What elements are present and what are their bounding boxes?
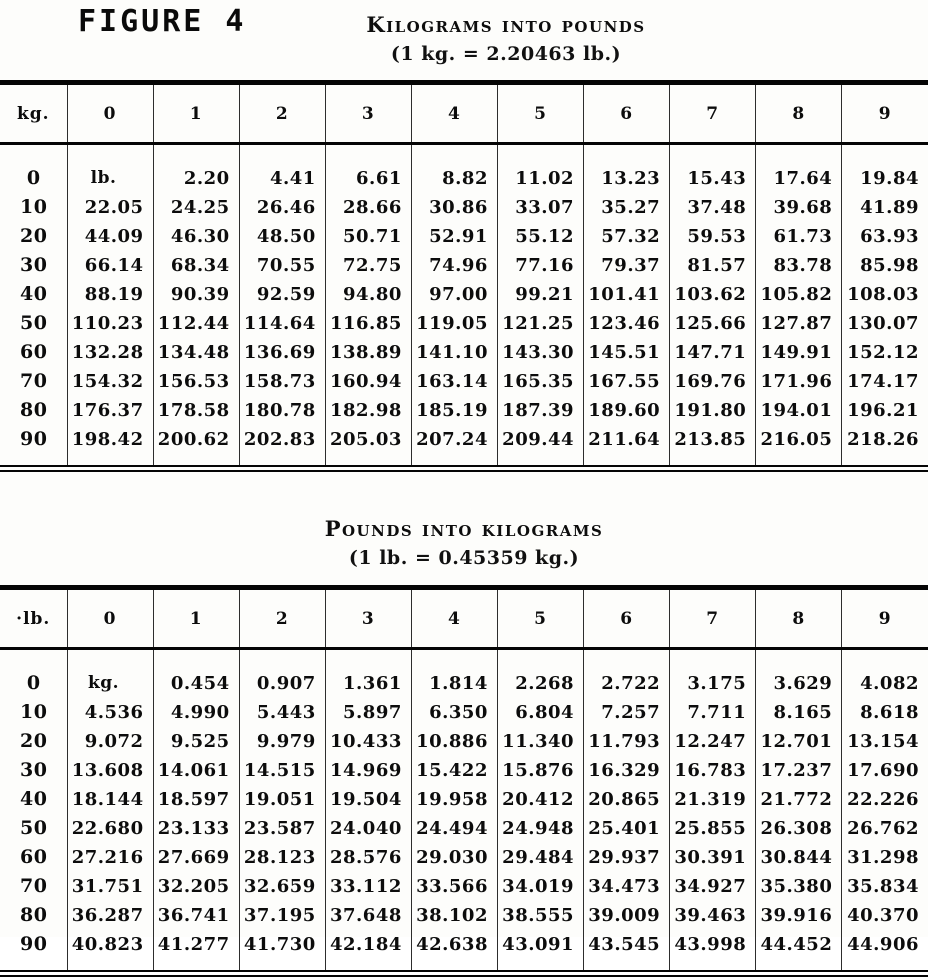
value-cell: 9.525 xyxy=(153,727,239,756)
value-cell: 114.64 xyxy=(239,309,325,338)
table-row xyxy=(0,367,928,396)
unit-cell: kg. xyxy=(67,649,153,699)
value-cell: 4.536 xyxy=(67,698,153,727)
column-header: 7 xyxy=(670,85,756,144)
table-row xyxy=(0,698,928,727)
value-cell: 14.969 xyxy=(325,756,411,785)
column-header: 8 xyxy=(756,85,842,144)
column-header: 8 xyxy=(756,590,842,649)
value-cell: 200.62 xyxy=(153,425,239,465)
value-cell: 52.91 xyxy=(411,222,497,251)
column-header: 4 xyxy=(411,85,497,144)
value-cell: 22.680 xyxy=(67,814,153,843)
value-cell: 81.57 xyxy=(670,251,756,280)
value-cell: 141.10 xyxy=(411,338,497,367)
value-cell: 125.66 xyxy=(670,309,756,338)
value-cell: 26.46 xyxy=(239,193,325,222)
value-cell: 154.32 xyxy=(67,367,153,396)
value-cell: 46.30 xyxy=(153,222,239,251)
value-cell: 158.73 xyxy=(239,367,325,396)
row-label: 10 xyxy=(0,698,67,727)
value-cell: 15.876 xyxy=(497,756,583,785)
value-cell: 152.12 xyxy=(847,341,919,363)
value-cell: 3.629 xyxy=(756,649,842,699)
value-cell: 22.05 xyxy=(67,193,153,222)
value-cell: 34.473 xyxy=(584,872,670,901)
value-cell: 10.886 xyxy=(411,727,497,756)
value-cell: 29.484 xyxy=(497,843,583,872)
value-cell: 70.55 xyxy=(239,251,325,280)
value-cell: 108.03 xyxy=(847,283,919,305)
value-cell: 12.247 xyxy=(670,727,756,756)
value-cell: 33.112 xyxy=(325,872,411,901)
value-cell: 41.277 xyxy=(153,930,239,970)
value-cell: 2.268 xyxy=(497,649,583,699)
value-cell: 176.37 xyxy=(67,396,153,425)
value-cell: 110.23 xyxy=(67,309,153,338)
value-cell: 14.061 xyxy=(153,756,239,785)
row-label: 0 xyxy=(0,649,67,699)
table-row xyxy=(0,843,928,872)
table-row xyxy=(0,425,928,465)
value-cell: 44.09 xyxy=(67,222,153,251)
table-row xyxy=(0,930,928,970)
value-cell: 134.48 xyxy=(153,338,239,367)
value-cell: 119.05 xyxy=(411,309,497,338)
value-cell: 72.75 xyxy=(325,251,411,280)
value-cell: 178.58 xyxy=(153,396,239,425)
value-cell: 143.30 xyxy=(497,338,583,367)
value-cell: 10.433 xyxy=(325,727,411,756)
value-cell: 14.515 xyxy=(239,756,325,785)
value-cell: 32.205 xyxy=(153,872,239,901)
value-cell: 57.32 xyxy=(584,222,670,251)
table-row xyxy=(0,649,928,699)
value-cell: 30.391 xyxy=(670,843,756,872)
value-cell: 21.772 xyxy=(756,785,842,814)
value-cell: 18.144 xyxy=(67,785,153,814)
value-cell: 90.39 xyxy=(153,280,239,309)
kg-to-lb-table-frame xyxy=(0,80,928,472)
value-cell: 34.927 xyxy=(670,872,756,901)
value-cell: 213.85 xyxy=(670,425,756,465)
table-row xyxy=(0,251,928,280)
value-cell: 61.73 xyxy=(756,222,842,251)
value-cell: 1.361 xyxy=(325,649,411,699)
value-cell: 121.25 xyxy=(497,309,583,338)
header-row xyxy=(0,85,928,144)
value-cell: 39.916 xyxy=(756,901,842,930)
value-cell: 38.555 xyxy=(497,901,583,930)
value-cell: 9.072 xyxy=(67,727,153,756)
value-cell: 216.05 xyxy=(756,425,842,465)
value-cell: 7.711 xyxy=(670,698,756,727)
value-cell: 149.91 xyxy=(756,338,842,367)
value-cell: 32.659 xyxy=(239,872,325,901)
value-cell: 18.597 xyxy=(153,785,239,814)
value-cell: 6.61 xyxy=(325,144,411,194)
value-cell: 29.937 xyxy=(584,843,670,872)
value-cell: 160.94 xyxy=(325,367,411,396)
value-cell: 41.89 xyxy=(860,196,919,218)
value-cell: 31.298 xyxy=(847,846,919,868)
table-row xyxy=(0,872,928,901)
table-row xyxy=(0,338,928,367)
value-cell: 19.958 xyxy=(411,785,497,814)
row-label: 40 xyxy=(0,280,67,309)
row-label: 60 xyxy=(0,843,67,872)
table-row xyxy=(0,756,928,785)
value-cell: 9.979 xyxy=(239,727,325,756)
value-cell: 127.87 xyxy=(756,309,842,338)
column-header: 9 xyxy=(842,85,928,144)
column-header: 0 xyxy=(67,85,153,144)
row-label: 10 xyxy=(0,193,67,222)
value-cell: 83.78 xyxy=(756,251,842,280)
value-cell: 33.566 xyxy=(411,872,497,901)
header-row xyxy=(0,590,928,649)
value-cell: 17.237 xyxy=(756,756,842,785)
value-cell: 19.051 xyxy=(239,785,325,814)
value-cell: 145.51 xyxy=(584,338,670,367)
value-cell: 35.834 xyxy=(847,875,919,897)
value-cell: 34.019 xyxy=(497,872,583,901)
value-cell: 4.990 xyxy=(153,698,239,727)
column-header: 0 xyxy=(67,590,153,649)
table-row xyxy=(0,309,928,338)
value-cell: 24.040 xyxy=(325,814,411,843)
value-cell: 3.175 xyxy=(670,649,756,699)
value-cell: 13.154 xyxy=(847,730,919,752)
row-label: 90 xyxy=(0,425,67,465)
value-cell: 24.948 xyxy=(497,814,583,843)
table-row xyxy=(0,396,928,425)
value-cell: 191.80 xyxy=(670,396,756,425)
value-cell: 42.638 xyxy=(411,930,497,970)
value-cell: 8.618 xyxy=(860,701,919,723)
value-cell: 6.804 xyxy=(497,698,583,727)
value-cell: 30.86 xyxy=(411,193,497,222)
value-cell: 101.41 xyxy=(584,280,670,309)
value-cell: 28.123 xyxy=(239,843,325,872)
value-cell: 218.26 xyxy=(847,428,919,450)
lb-to-kg-title-block xyxy=(0,516,928,569)
row-label: 70 xyxy=(0,367,67,396)
value-cell: 36.741 xyxy=(153,901,239,930)
row-label: 70 xyxy=(0,872,67,901)
column-header: 9 xyxy=(842,590,928,649)
kg-to-lb-title: Kilograms into pounds xyxy=(366,12,646,37)
column-header: 2 xyxy=(239,85,325,144)
value-cell: 103.62 xyxy=(670,280,756,309)
value-cell: 202.83 xyxy=(239,425,325,465)
table-row xyxy=(0,814,928,843)
figure-label: FIGURE 4 xyxy=(78,4,247,39)
column-header: 4 xyxy=(411,590,497,649)
value-cell: 37.48 xyxy=(670,193,756,222)
value-cell: 174.17 xyxy=(847,370,919,392)
value-cell: 5.897 xyxy=(325,698,411,727)
value-cell: 77.16 xyxy=(497,251,583,280)
value-cell: 48.50 xyxy=(239,222,325,251)
column-header: 6 xyxy=(584,85,670,144)
value-cell: 55.12 xyxy=(497,222,583,251)
value-cell: 44.452 xyxy=(756,930,842,970)
value-cell: 35.27 xyxy=(584,193,670,222)
value-cell: 171.96 xyxy=(756,367,842,396)
column-header: 3 xyxy=(325,590,411,649)
value-cell: 17.64 xyxy=(756,144,842,194)
value-cell: 41.730 xyxy=(239,930,325,970)
value-cell: 30.844 xyxy=(756,843,842,872)
value-cell: 29.030 xyxy=(411,843,497,872)
value-cell: 205.03 xyxy=(325,425,411,465)
value-cell: 44.906 xyxy=(847,933,919,955)
table-row xyxy=(0,280,928,309)
value-cell: 31.751 xyxy=(67,872,153,901)
value-cell: 194.01 xyxy=(756,396,842,425)
value-cell: 165.35 xyxy=(497,367,583,396)
value-cell: 92.59 xyxy=(239,280,325,309)
column-header: 2 xyxy=(239,590,325,649)
table-row xyxy=(0,785,928,814)
value-cell: 0.907 xyxy=(239,649,325,699)
value-cell: 211.64 xyxy=(584,425,670,465)
value-cell: 209.44 xyxy=(497,425,583,465)
value-cell: 37.648 xyxy=(325,901,411,930)
value-cell: 25.855 xyxy=(670,814,756,843)
value-cell: 59.53 xyxy=(670,222,756,251)
value-cell: 116.85 xyxy=(325,309,411,338)
column-header: 1 xyxy=(153,590,239,649)
table-row xyxy=(0,193,928,222)
value-cell: 123.46 xyxy=(584,309,670,338)
value-cell: 163.14 xyxy=(411,367,497,396)
column-header: 7 xyxy=(670,590,756,649)
value-cell: 28.576 xyxy=(325,843,411,872)
table-row xyxy=(0,727,928,756)
table-row xyxy=(0,144,928,194)
value-cell: 187.39 xyxy=(497,396,583,425)
value-cell: 26.308 xyxy=(756,814,842,843)
value-cell: 138.89 xyxy=(325,338,411,367)
value-cell: 28.66 xyxy=(325,193,411,222)
value-cell: 33.07 xyxy=(497,193,583,222)
lb-to-kg-table-frame xyxy=(0,585,928,977)
value-cell: 167.55 xyxy=(584,367,670,396)
value-cell: 23.587 xyxy=(239,814,325,843)
value-cell: 37.195 xyxy=(239,901,325,930)
value-cell: 16.329 xyxy=(584,756,670,785)
value-cell: 16.783 xyxy=(670,756,756,785)
value-cell: 147.71 xyxy=(670,338,756,367)
value-cell: 105.82 xyxy=(756,280,842,309)
value-cell: 43.091 xyxy=(497,930,583,970)
column-header: 5 xyxy=(497,85,583,144)
value-cell: 68.34 xyxy=(153,251,239,280)
row-label: 0 xyxy=(0,144,67,194)
value-cell: 11.793 xyxy=(584,727,670,756)
value-cell: 79.37 xyxy=(584,251,670,280)
value-cell: 1.814 xyxy=(411,649,497,699)
row-label: 20 xyxy=(0,222,67,251)
value-cell: 11.340 xyxy=(497,727,583,756)
value-cell: 94.80 xyxy=(325,280,411,309)
kg-to-lb-table xyxy=(0,85,928,465)
value-cell: 40.370 xyxy=(847,904,919,926)
value-cell: 24.494 xyxy=(411,814,497,843)
value-cell: 15.43 xyxy=(670,144,756,194)
value-cell: 97.00 xyxy=(411,280,497,309)
value-cell: 19.84 xyxy=(860,167,919,189)
value-cell: 169.76 xyxy=(670,367,756,396)
value-cell: 99.21 xyxy=(497,280,583,309)
table-row xyxy=(0,901,928,930)
value-cell: 43.545 xyxy=(584,930,670,970)
value-cell: 182.98 xyxy=(325,396,411,425)
value-cell: 74.96 xyxy=(411,251,497,280)
value-cell: 11.02 xyxy=(497,144,583,194)
kg-to-lb-conversion-factor: (1 kg. = 2.20463 lb.) xyxy=(390,43,622,65)
value-cell: 24.25 xyxy=(153,193,239,222)
value-cell: 63.93 xyxy=(860,225,919,247)
value-cell: 13.608 xyxy=(67,756,153,785)
value-cell: 196.21 xyxy=(847,399,919,421)
value-cell: 20.865 xyxy=(584,785,670,814)
lb-to-kg-table xyxy=(0,590,928,970)
value-cell: 132.28 xyxy=(67,338,153,367)
value-cell: 207.24 xyxy=(411,425,497,465)
value-cell: 8.82 xyxy=(411,144,497,194)
column-header: 5 xyxy=(497,590,583,649)
row-label: 60 xyxy=(0,338,67,367)
value-cell: 4.082 xyxy=(860,672,919,694)
value-cell: 39.009 xyxy=(584,901,670,930)
row-label: 20 xyxy=(0,727,67,756)
value-cell: 39.68 xyxy=(756,193,842,222)
value-cell: 12.701 xyxy=(756,727,842,756)
value-cell: 130.07 xyxy=(847,312,919,334)
value-cell: 2.722 xyxy=(584,649,670,699)
row-label: 50 xyxy=(0,309,67,338)
value-cell: 6.350 xyxy=(411,698,497,727)
value-cell: 27.669 xyxy=(153,843,239,872)
row-label: 50 xyxy=(0,814,67,843)
value-cell: 39.463 xyxy=(670,901,756,930)
value-cell: 112.44 xyxy=(153,309,239,338)
value-cell: 2.20 xyxy=(153,144,239,194)
value-cell: 21.319 xyxy=(670,785,756,814)
value-cell: 189.60 xyxy=(584,396,670,425)
value-cell: 26.762 xyxy=(847,817,919,839)
row-label: 40 xyxy=(0,785,67,814)
value-cell: 7.257 xyxy=(584,698,670,727)
value-cell: 180.78 xyxy=(239,396,325,425)
value-cell: 5.443 xyxy=(239,698,325,727)
column-header: 3 xyxy=(325,85,411,144)
column-header: 1 xyxy=(153,85,239,144)
table-row xyxy=(0,222,928,251)
value-cell: 40.823 xyxy=(67,930,153,970)
row-label: 30 xyxy=(0,756,67,785)
value-cell: 156.53 xyxy=(153,367,239,396)
unit-column-header: kg. xyxy=(0,85,67,144)
value-cell: 85.98 xyxy=(860,254,919,276)
row-label: 80 xyxy=(0,901,67,930)
value-cell: 43.998 xyxy=(670,930,756,970)
value-cell: 198.42 xyxy=(67,425,153,465)
lb-to-kg-title: Pounds into kilograms xyxy=(324,516,604,541)
value-cell: 8.165 xyxy=(756,698,842,727)
value-cell: 19.504 xyxy=(325,785,411,814)
value-cell: 25.401 xyxy=(584,814,670,843)
value-cell: 88.19 xyxy=(67,280,153,309)
column-header: 6 xyxy=(584,590,670,649)
value-cell: 23.133 xyxy=(153,814,239,843)
row-label: 80 xyxy=(0,396,67,425)
value-cell: 17.690 xyxy=(847,759,919,781)
row-label: 90 xyxy=(0,930,67,970)
value-cell: 27.216 xyxy=(67,843,153,872)
value-cell: 36.287 xyxy=(67,901,153,930)
value-cell: 136.69 xyxy=(239,338,325,367)
value-cell: 38.102 xyxy=(411,901,497,930)
unit-cell: lb. xyxy=(67,144,153,194)
value-cell: 0.454 xyxy=(153,649,239,699)
value-cell: 13.23 xyxy=(584,144,670,194)
value-cell: 42.184 xyxy=(325,930,411,970)
value-cell: 35.380 xyxy=(756,872,842,901)
value-cell: 185.19 xyxy=(411,396,497,425)
value-cell: 66.14 xyxy=(67,251,153,280)
value-cell: 4.41 xyxy=(239,144,325,194)
value-cell: 20.412 xyxy=(497,785,583,814)
page-header xyxy=(0,0,928,80)
value-cell: 22.226 xyxy=(847,788,919,810)
value-cell: 15.422 xyxy=(411,756,497,785)
unit-column-header: ·lb. xyxy=(0,590,67,649)
value-cell: 50.71 xyxy=(325,222,411,251)
row-label: 30 xyxy=(0,251,67,280)
lb-to-kg-conversion-factor: (1 lb. = 0.45359 kg.) xyxy=(348,547,580,569)
